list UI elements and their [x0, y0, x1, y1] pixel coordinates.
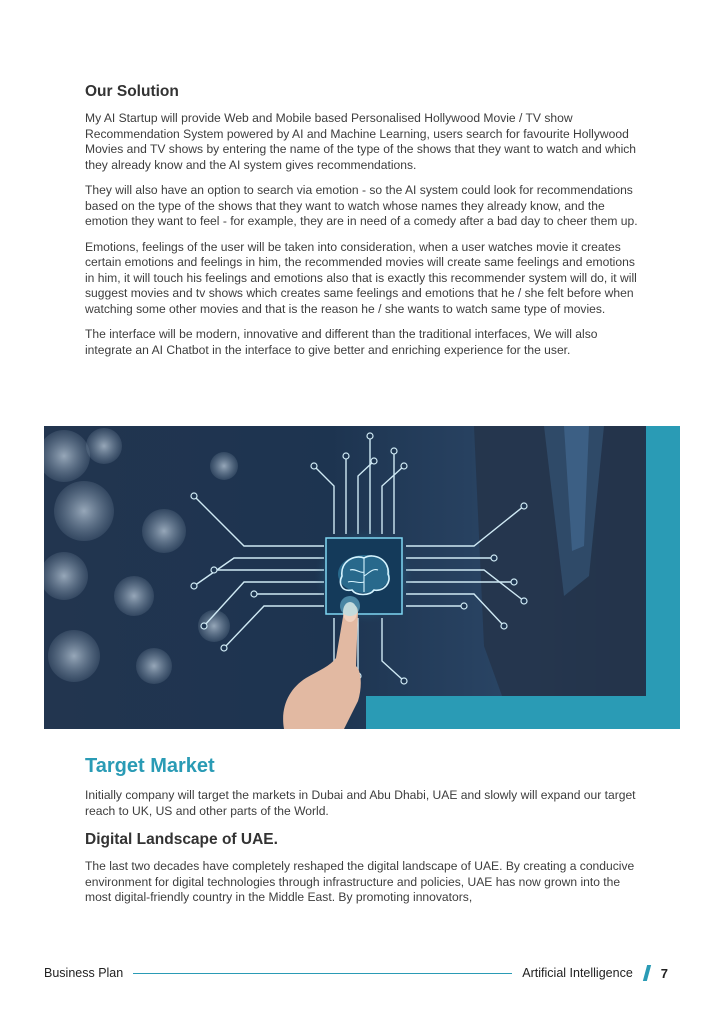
solution-paragraph-3: Emotions, feelings of the user will be taken into consideration, when a user watches movie it creates certain emotions and feelings in him, the recommended movies will create same feelings and emotions in him, it will touch his feelings and emotions also that is exactly this recommender system will do, it will suggest movies and tv shows which creates same feelings and emotions that he / she felt before when watching some other movies and that is the reason he / she wants to watch same type of movies. [85, 239, 637, 316]
our-solution-heading: Our Solution [85, 83, 179, 100]
target-market-section [85, 755, 645, 906]
teal-accent-bar [646, 426, 680, 729]
digital-landscape-heading: Digital Landscape of UAE. [85, 831, 278, 848]
page-footer [44, 963, 668, 983]
target-market-paragraph: Initially company will target the markets in Dubai and Abu Dhabi, UAE and slowly will expand our target reach to UK, US and other parts of the World. [85, 788, 636, 818]
footer-right-label: Artificial Intelligence [522, 966, 633, 980]
solution-paragraph-2: They will also have an option to search via emotion - so the AI system could look for recommendations based on the type of the shows that they want to watch whose names they already know, and the emotion they want to feel - for example, they are in need of a comedy after a bad day to cheer them up. [85, 183, 638, 228]
target-market-heading: Target Market [85, 755, 215, 777]
page-number: 7 [660, 965, 668, 981]
footer-slash-icon [643, 965, 651, 981]
footer-rule [133, 973, 512, 974]
solution-paragraph-1: My AI Startup will provide Web and Mobile based Personalised Hollywood Movie / TV show Recommendation System powered by AI and Machine Learning, users search for favourite Hollywood Movies and TV shows by entering the name of the type of the shows that they want to watch and which they already know and the AI system gives recommendations. [85, 111, 637, 172]
ai-brain-chip-image [44, 426, 680, 729]
solution-paragraph-4: The interface will be modern, innovative and different than the traditional interfaces, We will also integrate an AI Chatbot in the interface to give better and enriching experience for the user. [85, 327, 598, 357]
digital-landscape-paragraph: The last two decades have completely reshaped the digital landscape of UAE. By creating a conducive environment for digital technologies through infrastructure and policies, UAE has now grown into the most digital-friendly country in the Middle East. By promoting innovators, [85, 859, 635, 904]
solution-section [85, 83, 645, 358]
teal-accent-block [366, 696, 680, 729]
footer-left-label: Business Plan [44, 966, 124, 980]
